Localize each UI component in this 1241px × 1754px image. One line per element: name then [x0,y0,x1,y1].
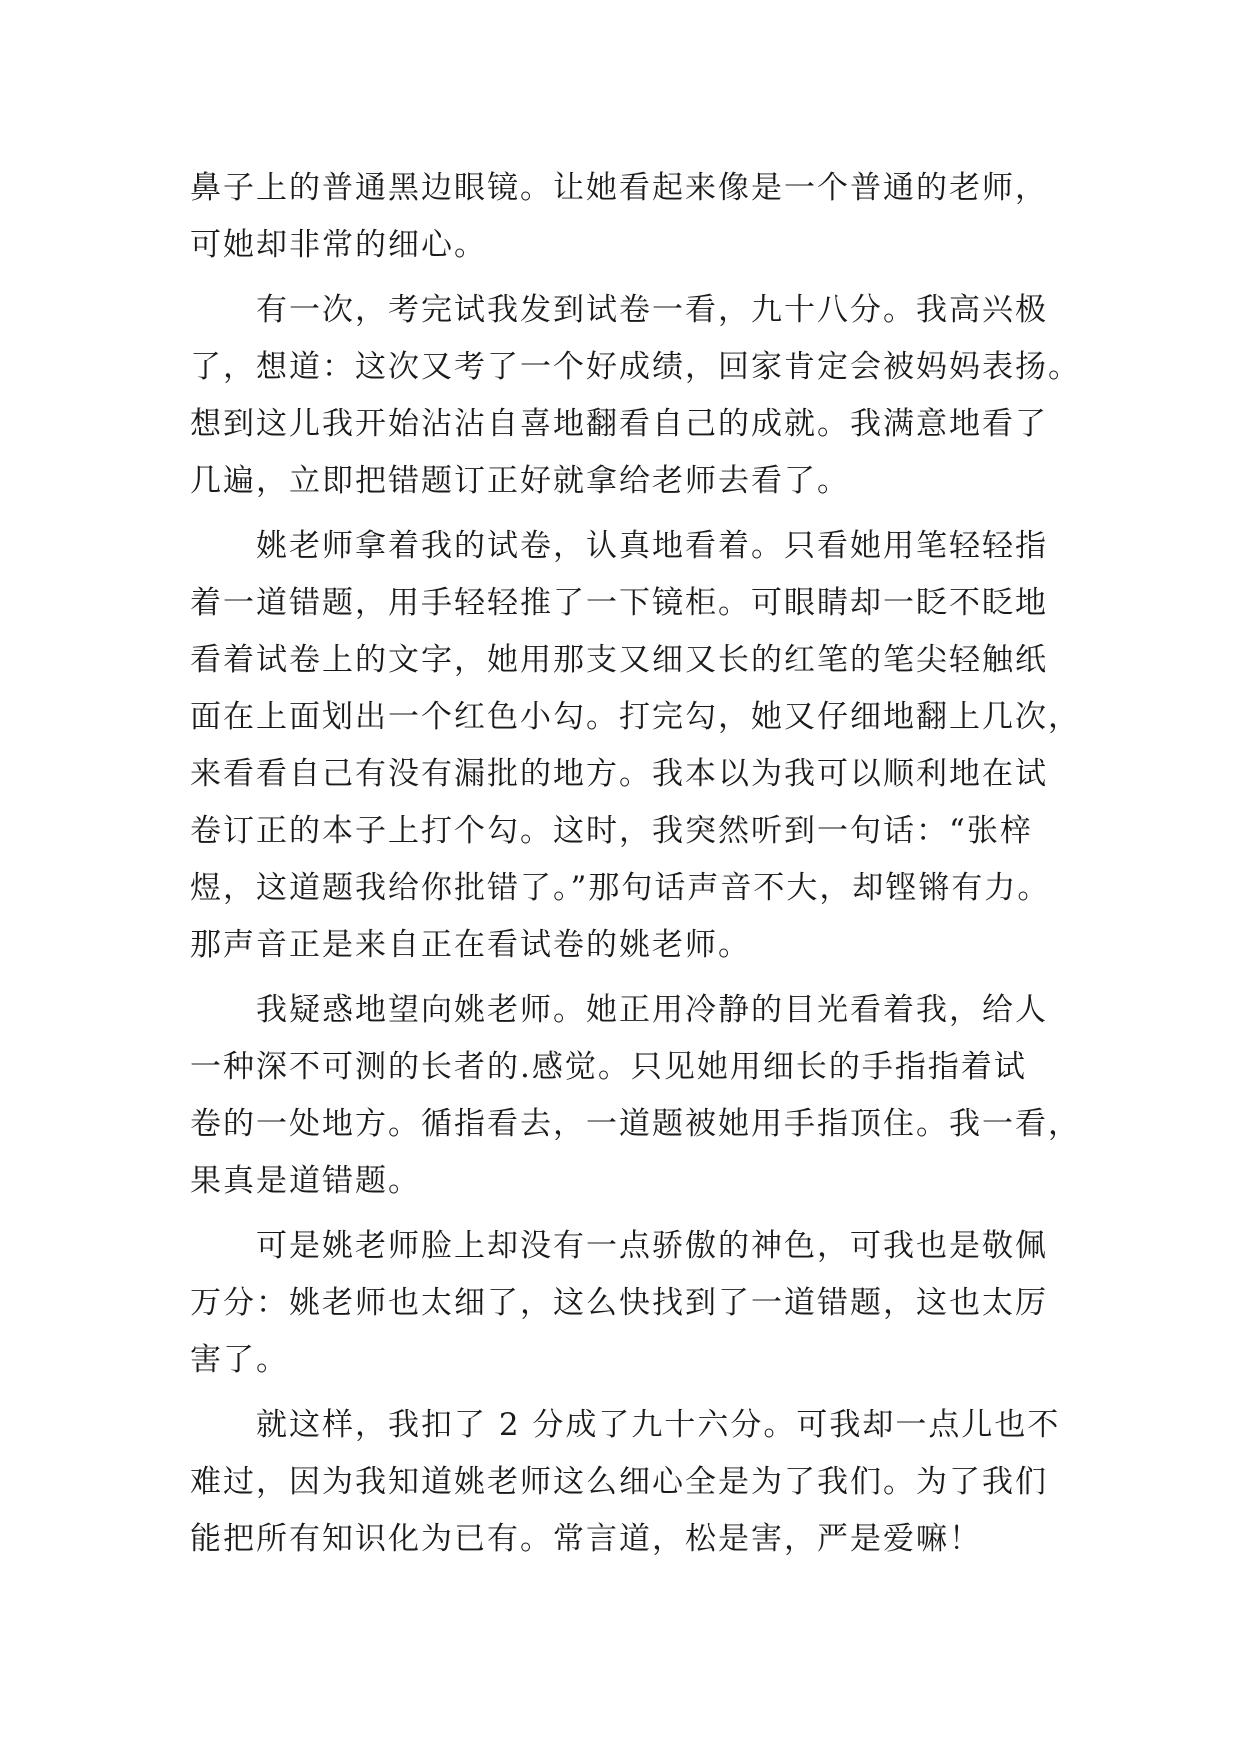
paragraph [190,1397,1070,1568]
text-line: 卷的一处地方。循指看去，一道题被她用手指顶住。我一看， [190,1106,1081,1142]
paragraph [190,282,1081,510]
text-line: 了，想道：这次又考了一个好成绩，回家肯定会被妈妈表扬。 [190,349,1081,385]
text-line: 万分：姚老师也太细了，这么快找到了一道错题，这也太厉 [190,1285,1048,1321]
paragraph [190,1218,1070,1389]
text-line: 我疑惑地望向姚老师。她正用冷静的目光看着我，给人 [256,992,1048,1028]
text-line: 可是姚老师脸上却没有一点骄傲的神色，可我也是敬佩 [256,1228,1048,1264]
text-line: 鼻子上的普通黑边眼镜。让她看起来像是一个普通的老师， [190,170,1048,206]
text-line: 卷订正的本子上打个勾。这时，我突然听到一句话：“张梓 [190,813,1033,849]
text-line: 姚老师拿着我的试卷，认真地看着。只看她用笔轻轻指 [256,528,1048,564]
text-line: 几遍，立即把错题订正好就拿给老师去看了。 [190,463,850,499]
text-line: 可她却非常的细心。 [190,227,487,263]
text-line: 来看看自己有没有漏批的地方。我本以为我可以顺利地在试 [190,756,1048,792]
paragraph [190,160,1070,274]
paragraph [190,982,1081,1210]
text-line: 看着试卷上的文字，她用那支又细又长的红笔的笔尖轻触纸 [190,642,1048,678]
text-line: 那声音正是来自正在看试卷的姚老师。 [190,927,751,963]
paragraph [190,518,1081,974]
text-line: 害了。 [190,1342,289,1378]
text-line: 能把所有知识化为已有。常言道，松是害，严是爱嘛！ [190,1521,982,1557]
text-line: 果真是道错题。 [190,1163,421,1199]
text-line: 有一次，考完试我发到试卷一看，九十八分。我高兴极 [256,292,1048,328]
text-line: 着一道错题，用手轻轻推了一下镜柜。可眼睛却一眨不眨地 [190,585,1048,621]
text-line: 就这样，我扣了 2 分成了九十六分。可我却一点儿也不 [256,1407,1061,1443]
text-line: 一种深不可测的长者的.感觉。只见她用细长的手指指着试 [190,1049,1027,1085]
text-line: 难过，因为我知道姚老师这么细心全是为了我们。为了我们 [190,1464,1048,1500]
text-line: 面在上面划出一个红色小勾。打完勾，她又仔细地翻上几次， [190,699,1081,735]
text-line: 煜，这道题我给你批错了。”那句话声音不大，却铿锵有力。 [190,870,1051,906]
article-body [190,160,1081,1568]
text-line: 想到这儿我开始沾沾自喜地翻看自己的成就。我满意地看了 [190,406,1048,442]
